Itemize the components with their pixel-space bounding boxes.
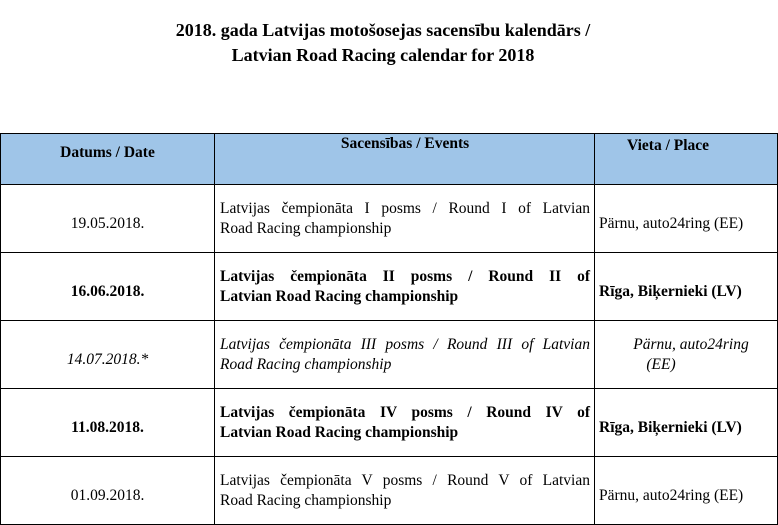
row-place: Pärnu, auto24ring (EE) <box>595 457 778 525</box>
row-event: Latvijas čempionāta V posms / Round V of Latvian Road Racing championship <box>215 457 595 525</box>
header-events: Sacensības / Events <box>215 134 595 185</box>
calendar-table <box>0 133 778 525</box>
row-place: Pärnu, auto24ring (EE) <box>595 321 778 389</box>
header-date: Datums / Date <box>1 134 215 185</box>
row-place: Rīga, Biķernieki (LV) <box>595 253 778 321</box>
row-date: 14.07.2018.* <box>1 321 215 389</box>
row-event: Latvijas čempionāta IV posms / Round IV of Latvian Road Racing championship <box>215 389 595 457</box>
row-date: 19.05.2018. <box>1 185 215 253</box>
table-row <box>1 253 778 321</box>
row-event: Latvijas čempionāta II posms / Round II of Latvian Road Racing championship <box>215 253 595 321</box>
row-date: 16.06.2018. <box>1 253 215 321</box>
row-event: Latvijas čempionāta I posms / Round I of Latvian Road Racing championship <box>215 185 595 253</box>
title-line-1: 2018. gada Latvijas motošosejas sacensību kalendārs / <box>175 20 591 40</box>
table-row <box>1 321 778 389</box>
row-date: 01.09.2018. <box>1 457 215 525</box>
row-event: Latvijas čempionāta III posms / Round III of Latvian Road Racing championship <box>215 321 595 389</box>
row-place: Pärnu, auto24ring (EE) <box>595 185 778 253</box>
header-place: Vieta / Place <box>595 134 778 185</box>
table-row <box>1 389 778 457</box>
table-header-row <box>1 134 778 185</box>
document-title <box>0 18 766 68</box>
row-date: 11.08.2018. <box>1 389 215 457</box>
table-row <box>1 457 778 525</box>
row-place: Rīga, Biķernieki (LV) <box>595 389 778 457</box>
table-row <box>1 185 778 253</box>
title-line-2: Latvian Road Racing calendar for 2018 <box>231 45 535 65</box>
